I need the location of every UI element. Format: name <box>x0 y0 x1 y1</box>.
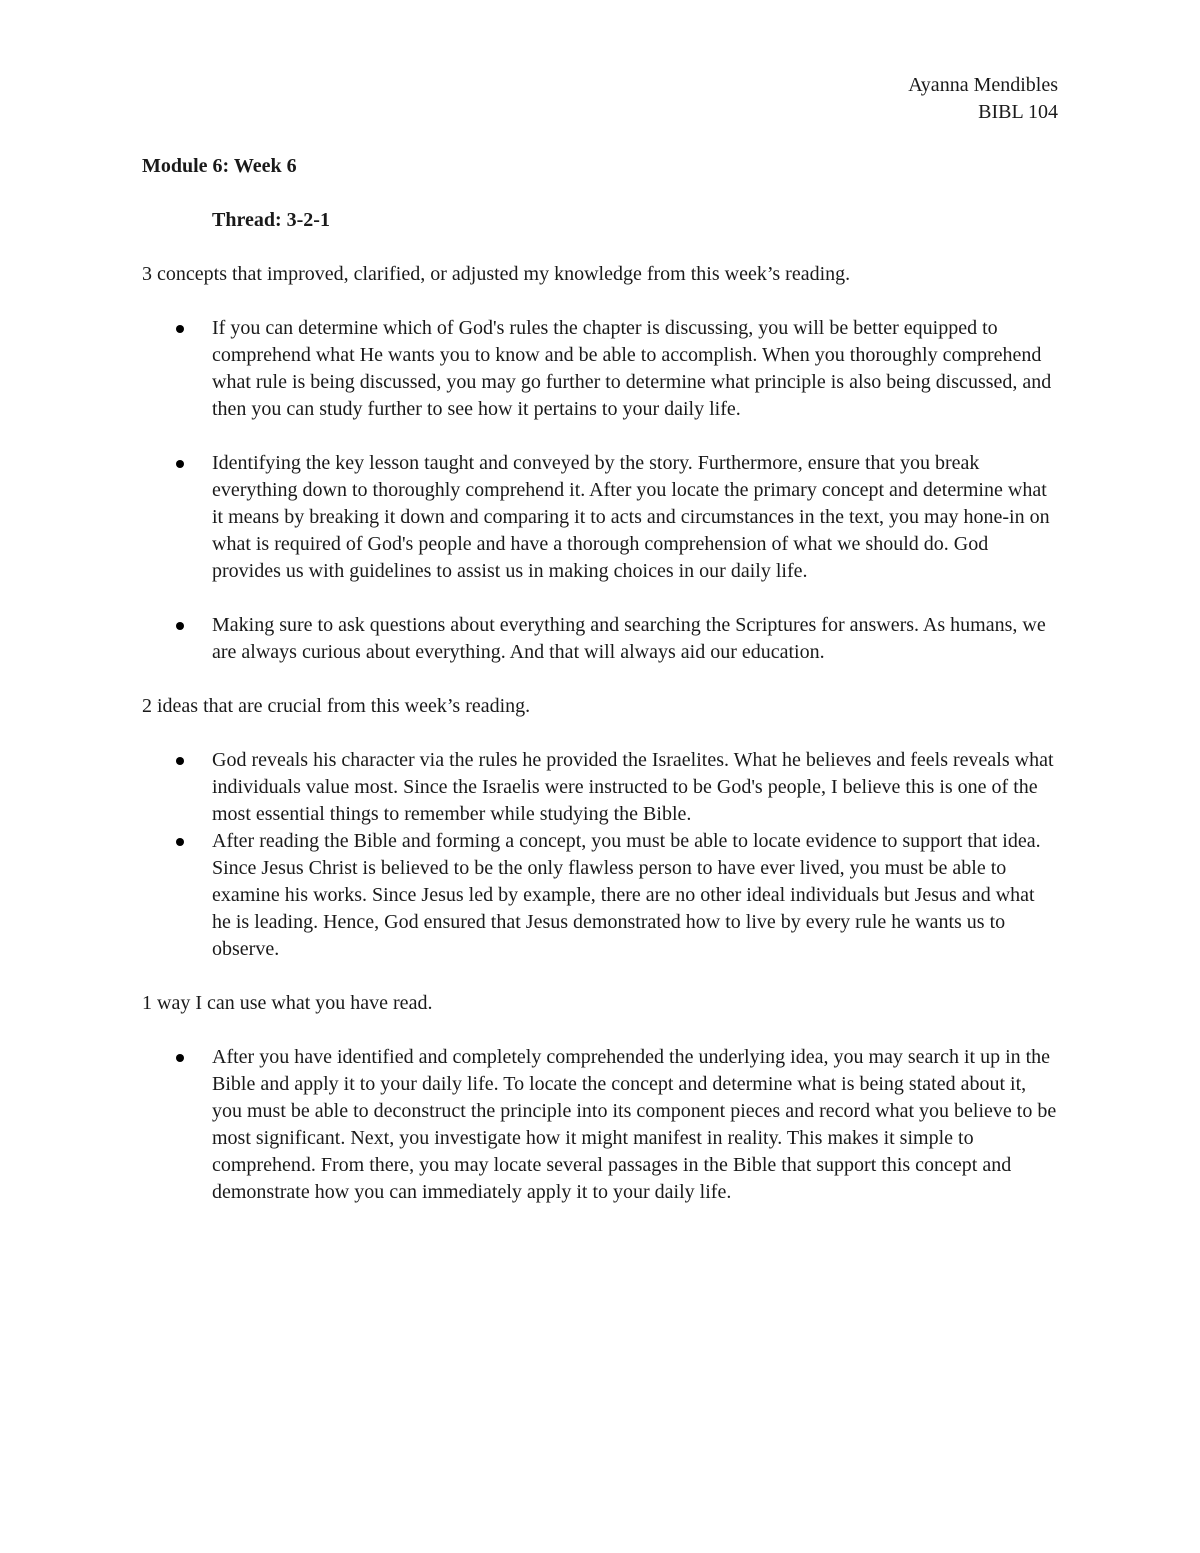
list-item-text: If you can determine which of God's rules the chapter is discussing, you will be better equipped to comprehend what He wants you to know and be able to accomplish. When you thoroughly comprehend what rule is being discussed, you may go further to determine what principle is also being discussed, and then you can study further to see how it pertains to your daily life. <box>212 317 1052 420</box>
list-item <box>142 828 1058 963</box>
list-item <box>142 747 1058 828</box>
application-list <box>142 1044 1058 1206</box>
list-item <box>142 612 1058 666</box>
section-intro: 2 ideas that are crucial from this week’s reading. <box>142 695 531 717</box>
concept-list <box>142 315 1058 666</box>
list-item-text: After reading the Bible and forming a concept, you must be able to locate evidence to support that idea. Since Jesus Christ is believed to be the only flawless person to have ever lived, you must be able to examine his works. Since Jesus led by example, there are no other ideal individuals but Jesus and what he is leading. Hence, God ensured that Jesus demonstrated how to live by every rule he wants us to observe. <box>212 830 1041 960</box>
list-item <box>142 1044 1058 1206</box>
section-intro: 3 concepts that improved, clarified, or adjusted my knowledge from this week’s reading. <box>142 263 851 285</box>
idea-list <box>142 747 1058 963</box>
list-item <box>142 315 1058 423</box>
section-intro: 1 way I can use what you have read. <box>142 992 433 1014</box>
bullet-icon <box>176 460 184 468</box>
list-item <box>142 450 1058 585</box>
bullet-icon <box>176 757 184 765</box>
section-one-way <box>142 990 1058 1206</box>
bullet-icon <box>176 1054 184 1062</box>
thread-title: Thread: 3-2-1 <box>212 209 330 231</box>
author-name: Ayanna Mendibles <box>908 74 1058 96</box>
list-item-text: Identifying the key lesson taught and conveyed by the story. Furthermore, ensure that you break everything down to thoroughly comprehend it. After you locate the primary concept and determine what it means by breaking it down and comparing it to acts and circumstances in the text, you may hone-in on what is required of God's people and have a thorough comprehension of what we should do. God provides us with guidelines to assist us in making choices in our daily life. <box>212 452 1050 582</box>
list-item-text: After you have identified and completely comprehended the underlying idea, you may search it up in the Bible and apply it to your daily life. To locate the concept and determine what is being stated about it, you must be able to deconstruct the principle into its component pieces and record what you believe to be most significant. Next, you investigate how it might manifest in reality. This makes it simple to comprehend. From there, you may locate several passages in the Bible that support this concept and demonstrate how you can immediately apply it to your daily life. <box>212 1046 1057 1203</box>
list-item-text: God reveals his character via the rules he provided the Israelites. What he believes and feels reveals what individuals value most. Since the Israelis were instructed to be God's people, I believe this is one of the most essential things to remember while studying the Bible. <box>212 749 1054 825</box>
list-item-text: Making sure to ask questions about everything and searching the Scriptures for answers. As humans, we are always curious about everything. And that will always aid our education. <box>212 614 1046 663</box>
document-header <box>142 72 1058 126</box>
module-title: Module 6: Week 6 <box>142 155 297 177</box>
course-code: BIBL 104 <box>978 101 1058 123</box>
bullet-icon <box>176 622 184 630</box>
section-three-concepts <box>142 261 1058 666</box>
bullet-icon <box>176 325 184 333</box>
bullet-icon <box>176 838 184 846</box>
section-two-ideas <box>142 693 1058 963</box>
